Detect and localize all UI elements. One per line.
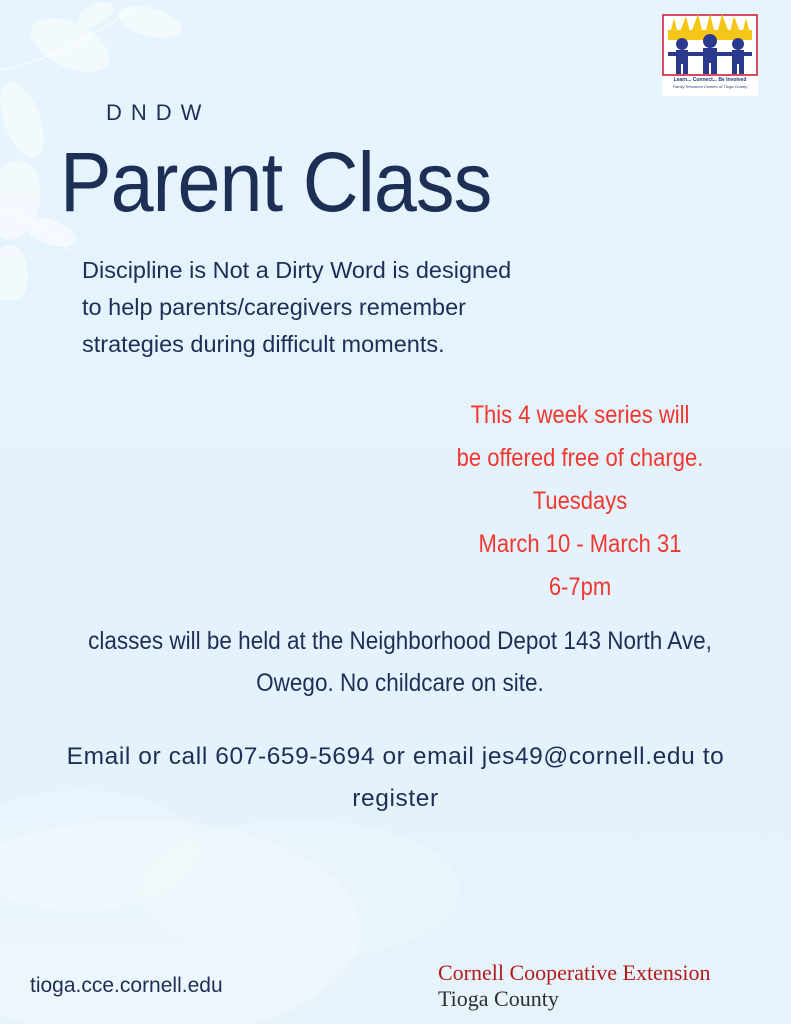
family-resource-logo — [662, 14, 758, 96]
offer-line-series: This 4 week series will — [470, 401, 690, 429]
location-line-1: classes will be held at the Neighborhood Depot 143 North Ave, — [88, 627, 712, 655]
program-description: Discipline is Not a Dirty Word is designed to help parents/caregivers remember strategies during difficult moments. — [82, 257, 512, 357]
offer-details — [420, 394, 740, 609]
page-title: Parent Class — [60, 135, 492, 229]
offer-dates: March 10 - March 31 — [478, 530, 682, 558]
contact-info — [0, 736, 791, 820]
class-location — [20, 620, 780, 704]
logo-tagline: Learn... Connect... Be Involved — [673, 77, 747, 83]
offer-time: 6-7pm — [548, 573, 612, 601]
logo-subtitle: Family Resource Centers of Tioga County — [672, 84, 748, 89]
program-acronym: DNDW — [106, 100, 211, 125]
contact-line-2: register — [352, 785, 439, 812]
family-figures-icon — [662, 14, 758, 76]
offer-line-free: be offered free of charge. — [456, 444, 704, 472]
website-url: tioga.cce.cornell.edu — [30, 974, 223, 997]
organization-county: Tioga County — [438, 986, 559, 1011]
location-line-2: Owego. No childcare on site. — [256, 669, 544, 697]
organization-name: Cornell Cooperative Extension — [438, 960, 711, 985]
offer-day: Tuesdays — [532, 487, 628, 515]
organization-logo — [438, 960, 711, 1012]
contact-line-1: Email or call 607-659-5694 or email jes49@cornell.edu to — [66, 743, 725, 770]
